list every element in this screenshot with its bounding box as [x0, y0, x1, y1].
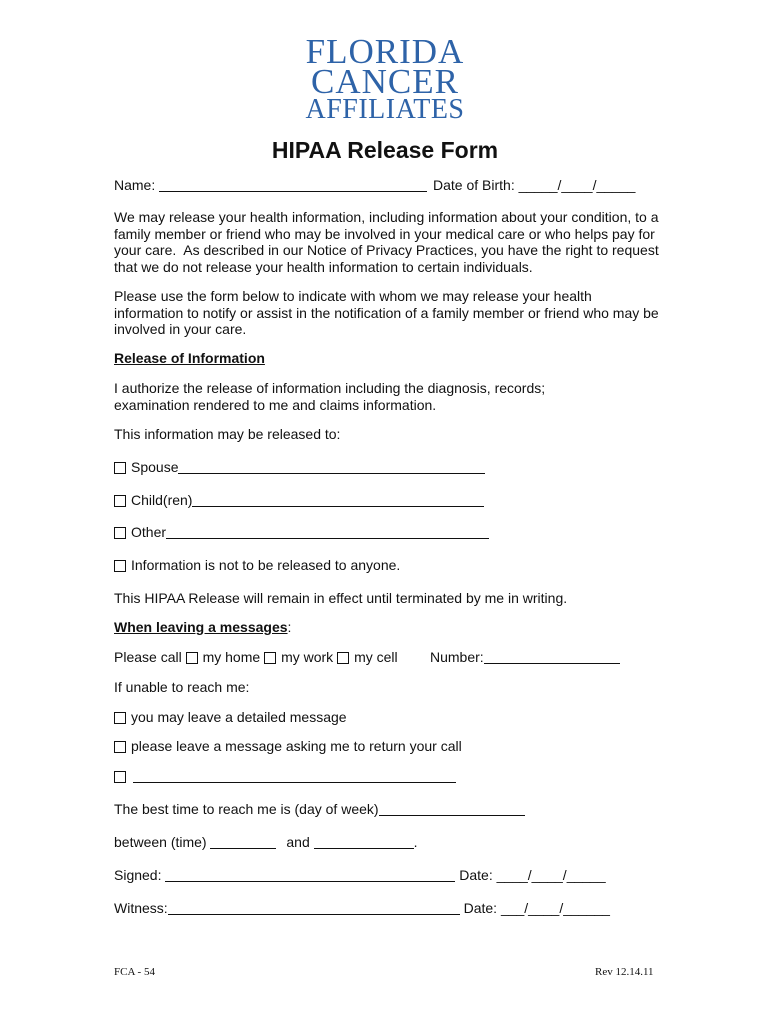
home-checkbox[interactable] — [186, 652, 198, 664]
signed-date-field[interactable]: ____/____/_____ — [496, 867, 606, 883]
signed-label: Signed: — [114, 867, 162, 883]
other-field[interactable] — [166, 537, 489, 539]
logo-line-florida: FLORIDA — [305, 32, 465, 71]
witness-date-label: Date: — [463, 900, 498, 916]
and-label: and — [286, 834, 310, 850]
option-children — [114, 492, 484, 509]
other-checkbox[interactable] — [114, 527, 126, 539]
option-other — [114, 524, 489, 541]
released-to-text: This information may be released to: — [114, 426, 341, 442]
work-checkbox[interactable] — [264, 652, 276, 664]
work-label: my work — [281, 649, 334, 665]
dob-label: Date of Birth: — [433, 177, 515, 193]
option-none — [114, 557, 400, 574]
between-row — [114, 834, 418, 851]
detailed-message-checkbox[interactable] — [114, 712, 126, 724]
witness-label: Witness: — [114, 900, 168, 916]
logo — [255, 34, 515, 129]
option-custom — [114, 768, 456, 785]
witness-row — [114, 900, 610, 917]
option-spouse — [114, 459, 485, 476]
detailed-message-label: you may leave a detailed message — [131, 709, 347, 725]
name-row — [114, 177, 635, 194]
option-return-call — [114, 738, 462, 755]
authorize-text: I authorize the release of information including the diagnosis, records; examination rendered to me and claims information. — [114, 380, 546, 413]
page-title: HIPAA Release Form — [271, 137, 499, 163]
none-label: Information is not to be released to anyone. — [131, 557, 401, 573]
number-row — [430, 649, 620, 666]
number-field[interactable] — [484, 662, 620, 664]
leaving-heading-row — [114, 619, 291, 636]
return-call-label: please leave a message asking me to return your call — [131, 738, 462, 754]
best-time-field[interactable] — [379, 814, 525, 816]
footer-revision: Rev 12.14.11 — [595, 966, 654, 978]
signed-date-label: Date: — [459, 867, 493, 883]
intro-paragraph: We may release your health information, including information about your condition, to a family member or friend who may be involved in your medical care or who helps pay for your care. As described in our Notice of Privacy Practices, you have the right to request that we do not release your health information to certain individuals. — [114, 209, 659, 276]
children-field[interactable] — [192, 505, 484, 507]
time-start-field[interactable] — [210, 847, 276, 849]
signature-field[interactable] — [165, 880, 455, 882]
best-time-label: The best time to reach me is (day of week) — [114, 801, 379, 817]
instructions-paragraph: Please use the form below to indicate with whom we may release your health information to notify or assist in the notification of a family member or friend who may be involved in your care. — [114, 288, 659, 338]
cell-label: my cell — [354, 649, 398, 665]
best-time-row — [114, 801, 525, 818]
effect-text: This HIPAA Release will remain in effect until terminated by me in writing. — [114, 590, 568, 606]
unable-text: If unable to reach me: — [114, 679, 250, 695]
spouse-label: Spouse — [131, 459, 179, 475]
children-checkbox[interactable] — [114, 495, 126, 507]
spouse-field[interactable] — [178, 472, 485, 474]
release-heading: Release of Information — [114, 350, 265, 366]
leaving-colon: : — [287, 619, 292, 635]
option-detailed-message — [114, 709, 347, 726]
children-label: Child(ren) — [131, 492, 193, 508]
logo-line-affiliates: AFFILIATES — [305, 94, 465, 125]
name-field[interactable] — [159, 190, 427, 192]
please-call-row — [114, 649, 398, 666]
between-label: between (time) — [114, 834, 207, 850]
other-label: Other — [131, 524, 167, 540]
number-label: Number: — [430, 649, 484, 665]
name-label: Name: — [114, 177, 156, 193]
custom-checkbox[interactable] — [114, 771, 126, 783]
dob-field[interactable]: _____/____/_____ — [518, 177, 636, 193]
signed-row — [114, 867, 606, 884]
cell-checkbox[interactable] — [337, 652, 349, 664]
leaving-heading: When leaving a messages — [114, 619, 288, 635]
none-checkbox[interactable] — [114, 560, 126, 572]
return-call-checkbox[interactable] — [114, 741, 126, 753]
witness-field[interactable] — [168, 913, 460, 915]
footer-form-code: FCA - 54 — [114, 966, 155, 978]
spouse-checkbox[interactable] — [114, 462, 126, 474]
witness-date-field[interactable]: ___/____/______ — [500, 900, 610, 916]
between-period: . — [413, 834, 418, 850]
please-call-label: Please call — [114, 649, 182, 665]
custom-field[interactable] — [133, 781, 456, 783]
home-label: my home — [202, 649, 261, 665]
logo-line-cancer: CANCER — [311, 62, 459, 101]
time-end-field[interactable] — [314, 847, 414, 849]
